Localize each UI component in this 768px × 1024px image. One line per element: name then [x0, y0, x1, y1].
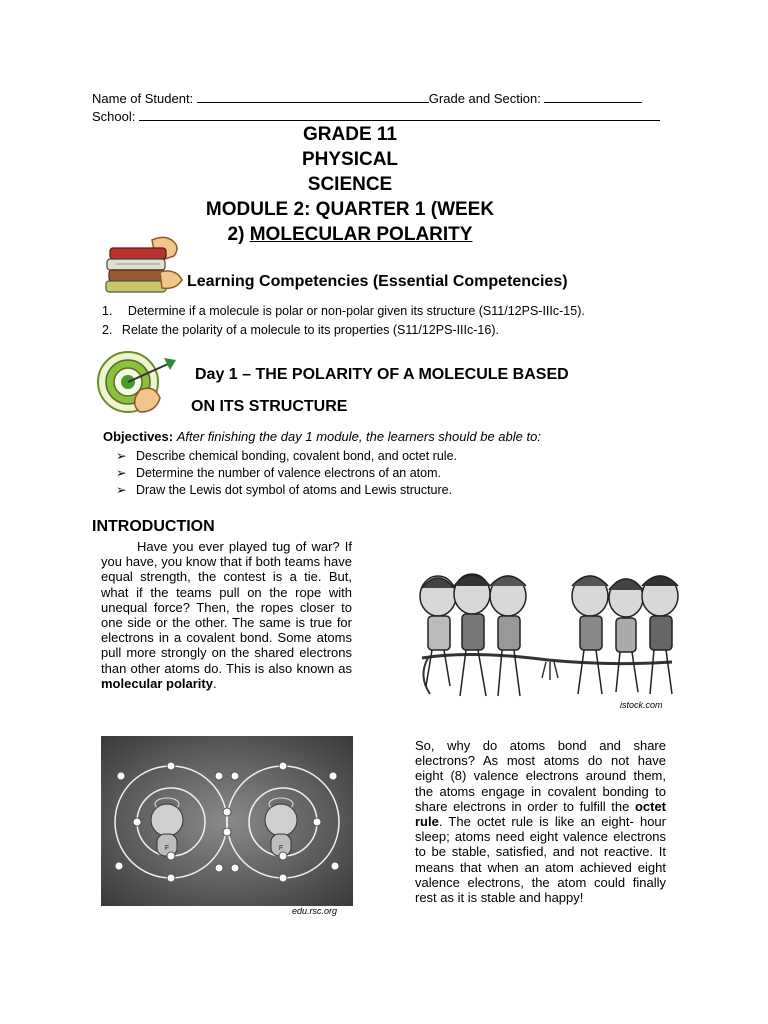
objective-text: Determine the number of valence electrons of an atom.: [135, 466, 441, 480]
objective-item: [116, 465, 441, 480]
objectives-intro: After finishing the day 1 module, the learners should be able to:: [176, 429, 541, 444]
title-week-num: 2): [227, 224, 245, 245]
objectives-label: Objectives:: [103, 429, 174, 444]
student-name-line: [92, 89, 642, 106]
introduction-heading: INTRODUCTION: [92, 518, 215, 535]
intro-paragraph-end: .: [212, 675, 217, 691]
intro-paragraph-bold: molecular polarity: [101, 675, 213, 691]
school-line: [92, 107, 660, 124]
atom-symbol-right: F: [278, 845, 284, 852]
objectives-line: [103, 429, 541, 444]
competency-item: [102, 323, 499, 337]
objective-item: [116, 482, 452, 497]
intro-paragraph-text: Have you ever played tug of war? If you have, you know that if both teams have equal strength, the contest is a tie. But, what if the teams pull on the rope with unequal force? Then, the ropes closer to one side or the other. The same is true for electrons in a covalent bond. Some atoms pull more strongly on the shared electrons than other atoms do. This is also known as: [101, 539, 352, 676]
student-name-label: Name of Student:: [92, 91, 194, 106]
competency-item: [102, 304, 585, 318]
grade-section-blank[interactable]: [544, 89, 642, 103]
title-subject-2: SCIENCE: [307, 174, 393, 195]
student-name-blank[interactable]: [197, 89, 429, 103]
school-blank[interactable]: [139, 107, 660, 121]
arrow-bullet-icon: ➢: [116, 466, 127, 480]
tug-image-credit: istock.com: [620, 700, 663, 710]
title-grade: GRADE 11: [303, 124, 397, 145]
atom-symbol-left: F: [164, 845, 170, 852]
objective-text: Describe chemical bonding, covalent bond, and octet rule.: [135, 449, 457, 463]
books-icon: [104, 234, 186, 298]
title-topic: MOLECULAR POLARITY: [249, 224, 473, 245]
tug-of-war-illustration: [410, 566, 686, 714]
target-icon: [94, 350, 180, 420]
octet-paragraph: [415, 738, 666, 905]
arrow-bullet-icon: ➢: [116, 449, 127, 463]
competency-text: Relate the polarity of a molecule to its properties (S11/12PS-IIIc-16).: [121, 323, 499, 337]
octet-rule-term: octet rule: [415, 798, 666, 830]
day1-heading-line2: ON ITS STRUCTURE: [191, 398, 348, 415]
grade-section-label: Grade and Section:: [428, 91, 541, 106]
intro-paragraph: [101, 539, 352, 691]
objective-text: Draw the Lewis dot symbol of atoms and Lewis structure.: [135, 483, 453, 497]
day1-heading-line1: Day 1 – THE POLARITY OF A MOLECULE BASED: [195, 366, 569, 383]
competency-number: 1.: [102, 304, 113, 318]
octet-paragraph-text: So, why do atoms bond and share electrons? As most atoms do not have eight (8) valence electrons around them, the atoms engage in covalent bonding to share electrons in order to fulfill the: [415, 738, 666, 814]
title-module: MODULE 2: QUARTER 1 (WEEK: [205, 199, 495, 220]
covalent-bond-illustration: [101, 736, 353, 906]
school-label: School:: [92, 109, 136, 124]
competency-text: Determine if a molecule is polar or non-polar given its structure (S11/12PS-IIIc-15).: [127, 304, 585, 318]
arrow-bullet-icon: ➢: [116, 483, 127, 497]
title-subject-1: PHYSICAL: [301, 149, 399, 170]
atom-image-credit: edu.rsc.org: [292, 906, 338, 916]
competency-number: 2.: [102, 323, 113, 337]
objective-item: [116, 448, 457, 463]
competencies-heading: Learning Competencies (Essential Competencies): [187, 273, 568, 290]
octet-paragraph-text-end: . The octet rule is like an eight- hour sleep; atoms need eight valence electrons to be stable, satisfied, and not reactive. It means that when an atom achieved eight valence electrons, the atom could finally rest as it is stable and happy!: [415, 814, 666, 906]
